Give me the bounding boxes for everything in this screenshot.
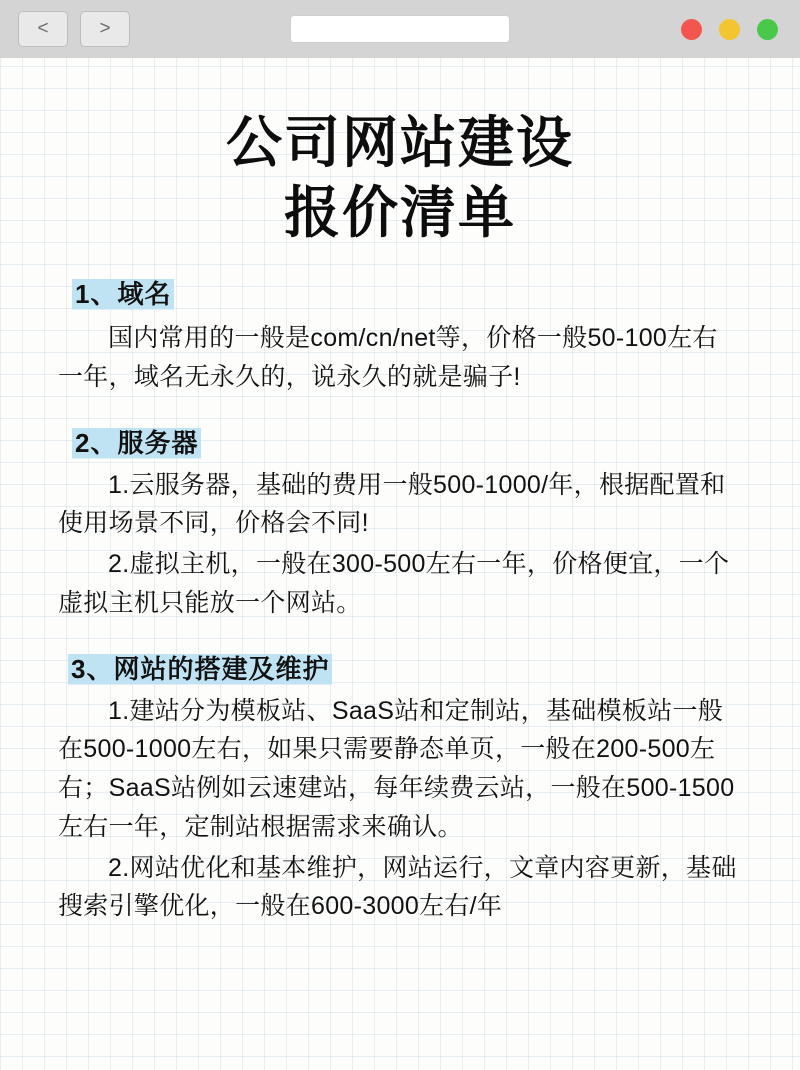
document-content [0, 58, 800, 926]
section-build-maintenance [58, 649, 742, 927]
paragraph: 2.虚拟主机，一般在300-500左右一年，价格便宜，一个虚拟主机只能放一个网站。 [58, 550, 730, 617]
browser-toolbar [0, 0, 800, 58]
paragraph: 1.建站分为模板站、SaaS站和定制站，基础模板站一般在500-1000左右，如果只需要静态单页，一般在200-500左右；SaaS站例如云速建站，每年续费云站，一般在500-1500左右一年，定制站根据需求来确认。 [58, 696, 735, 841]
section-body-server [58, 466, 742, 623]
section-heading-domain: 1、域名 [72, 274, 174, 311]
section-server [58, 423, 742, 623]
section-body-build-maintenance [58, 692, 742, 927]
page-title-line2: 报价清单 [284, 181, 516, 244]
page-title [58, 108, 742, 248]
section-heading-server: 2、服务器 [72, 423, 201, 460]
maximize-window-dot[interactable] [757, 19, 778, 40]
page-title-line1: 公司网站建设 [226, 111, 574, 174]
paragraph: 2.网站优化和基本维护，网站运行，文章内容更新，基础搜索引擎优化，一般在600-3000左右/年 [58, 853, 737, 921]
close-window-dot[interactable] [681, 19, 702, 40]
window-controls [681, 19, 778, 40]
minimize-window-dot[interactable] [719, 19, 740, 40]
navigation-buttons [18, 11, 130, 47]
section-heading-build-maintenance: 3、网站的搭建及维护 [68, 649, 332, 686]
address-bar[interactable] [290, 15, 510, 43]
paragraph: 1.云服务器，基础的费用一般500-1000/年，根据配置和使用场景不同，价格会不同! [58, 470, 726, 538]
section-body-domain [58, 319, 742, 397]
paragraph: 国内常用的一般是com/cn/net等，价格一般50-100左右一年，域名无永久的，说永久的就是骗子! [58, 324, 718, 391]
back-button[interactable]: < [18, 11, 68, 47]
forward-button[interactable]: > [80, 11, 130, 47]
section-domain [58, 274, 742, 397]
